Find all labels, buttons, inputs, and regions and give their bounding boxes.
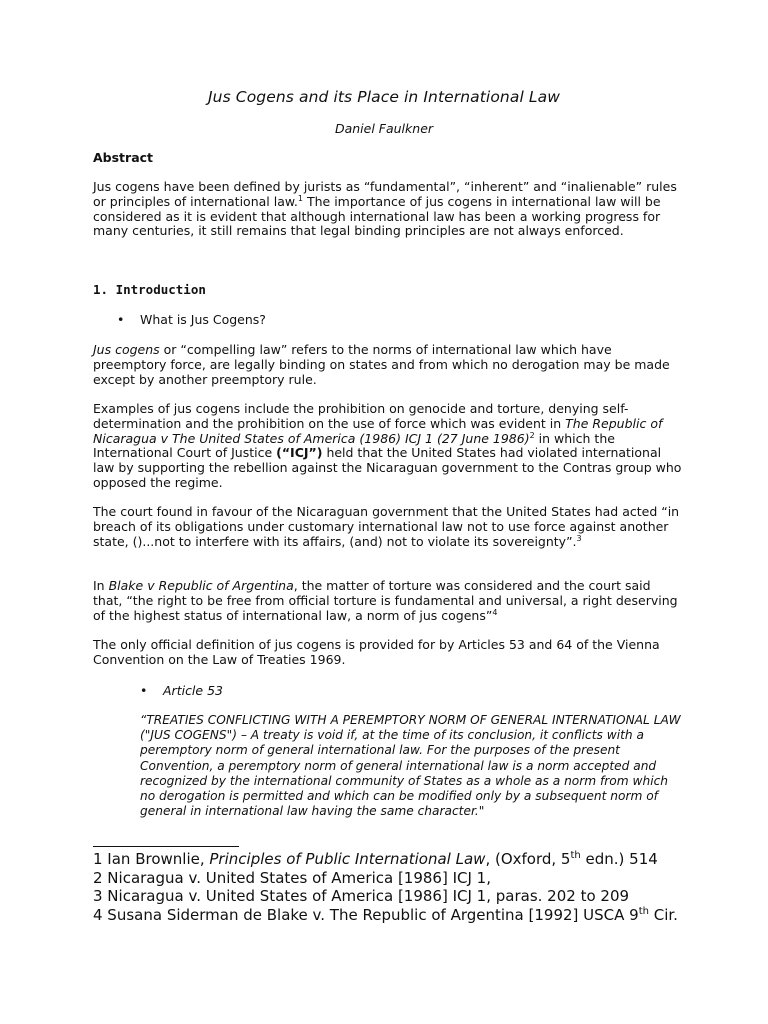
fn1-text-a: 1 Ian Brownlie,	[93, 850, 210, 868]
p1-text: or “compelling law” refers to the norms of international law which have preemptory force, are legally binding on states and from which no derogation may be made except by another preemptory rule.	[93, 342, 670, 387]
paragraph-blake-case	[93, 579, 683, 623]
article-53-quote: “TREATIES CONFLICTING WITH A PEREMPTORY NORM OF GENERAL INTERNATIONAL LAW ("JUS COGENS") – A treaty is void if, at the time of its conclusion, it conflicts with a peremptory norm of general international law. For the purposes of the present Convention, a peremptory norm of general international law is a norm accepted and recognized by the international community of States as a whole as a norm from which no derogation is permitted and which can be modified only by a subsequent norm of general in international law having the same character."	[140, 713, 681, 819]
p2-case-name: The Republic of Nicaragua v The United States of America (1986) ICJ 1 (27 June 1986)	[93, 415, 663, 446]
paragraph-jus-cogens-definition	[93, 343, 683, 387]
p2-bold-icj: (“ICJ”)	[276, 445, 323, 461]
document-author: Daniel Faulkner	[334, 121, 434, 136]
p4-text-b: , the matter of torture was considered and the court said that, “the right to be free from official torture is fundamental and universal, a right deserving of the highest status of international law, a norm of jus cogens”	[93, 578, 678, 623]
p3-text: The court found in favour of the Nicaraguan government that the United States had acted “in breach of its obligations under customary international law not to use force against another state, ()...not to interfere with its affairs, (and) not to violate its sovereignty”.	[93, 504, 680, 549]
fn1-text-b: , (Oxford, 5	[485, 850, 571, 868]
p1-italic: Jus cogens	[93, 342, 160, 357]
footnote-ref-1[interactable]: 1	[297, 193, 303, 203]
p2-text-c: held that the United States had violated international law by supporting the rebellion against the Nicaraguan government to the Contras group who opposed the regime.	[93, 445, 682, 490]
bullet-label: What is Jus Cogens?	[140, 312, 266, 327]
footnotes	[93, 850, 693, 924]
footnote-ref-3[interactable]: 3	[576, 533, 582, 543]
p4-text-a: In	[93, 578, 109, 593]
footnote-ref-2[interactable]: 2	[529, 430, 535, 440]
fn1-sup: th	[570, 850, 581, 861]
footnote-ref-4[interactable]: 4	[492, 607, 498, 617]
footnote-3: 3 Nicaragua v. United States of America [1986] ICJ 1, paras. 202 to 209	[93, 887, 630, 905]
footnote-separator	[93, 846, 239, 847]
footnote-2: 2 Nicaragua v. United States of America [1986] ICJ 1,	[93, 868, 491, 887]
bullet-dot: •	[117, 312, 125, 327]
p4-case-name: Blake v Republic of Argentina	[108, 578, 294, 593]
p2-text-b: in which the International Court of Justice	[93, 430, 615, 461]
footnote-1	[93, 850, 693, 869]
document-title: Jus Cogens and its Place in International Law	[207, 88, 560, 106]
fn4-text-b: Cir.	[648, 905, 678, 924]
footnote-4	[93, 906, 693, 925]
bullet-label: Article 53	[163, 683, 223, 698]
fn4-text-a: 4 Susana Siderman de Blake v. The Republic of Argentina [1992] USCA 9	[93, 905, 639, 924]
abstract-text-b: The importance of jus cogens in international law will be considered as it is evident that although international law has been a working progress for many centuries, it still remains that legal binding principles are not always enforced.	[93, 193, 661, 239]
paragraph-examples	[93, 402, 683, 491]
fn1-book-title: Principles of Public International Law	[209, 850, 486, 868]
fn4-sup: th	[638, 905, 649, 917]
abstract-text-a: Jus cogens have been defined by jurists as “fundamental”, “inherent” and “inalienable” rules or principles of international law.	[93, 179, 677, 209]
section-heading-introduction: 1. Introduction	[93, 282, 206, 297]
paragraph-vienna-convention	[93, 638, 683, 668]
paragraph-court-finding	[93, 505, 683, 549]
p2-text-a: Examples of jus cogens include the prohibition on genocide and torture, denying self-determination and the prohibition on the use of force which was evident in	[93, 401, 629, 431]
abstract-paragraph	[93, 180, 683, 239]
bullet-dot: •	[140, 683, 148, 698]
p5-text: The only official definition of jus cogens is provided for by Articles 53 and 64 of the Vienna Convention on the Law of Treaties 1969.	[93, 637, 660, 667]
fn1-text-c: edn.) 514	[580, 850, 658, 868]
abstract-heading: Abstract	[93, 150, 154, 165]
